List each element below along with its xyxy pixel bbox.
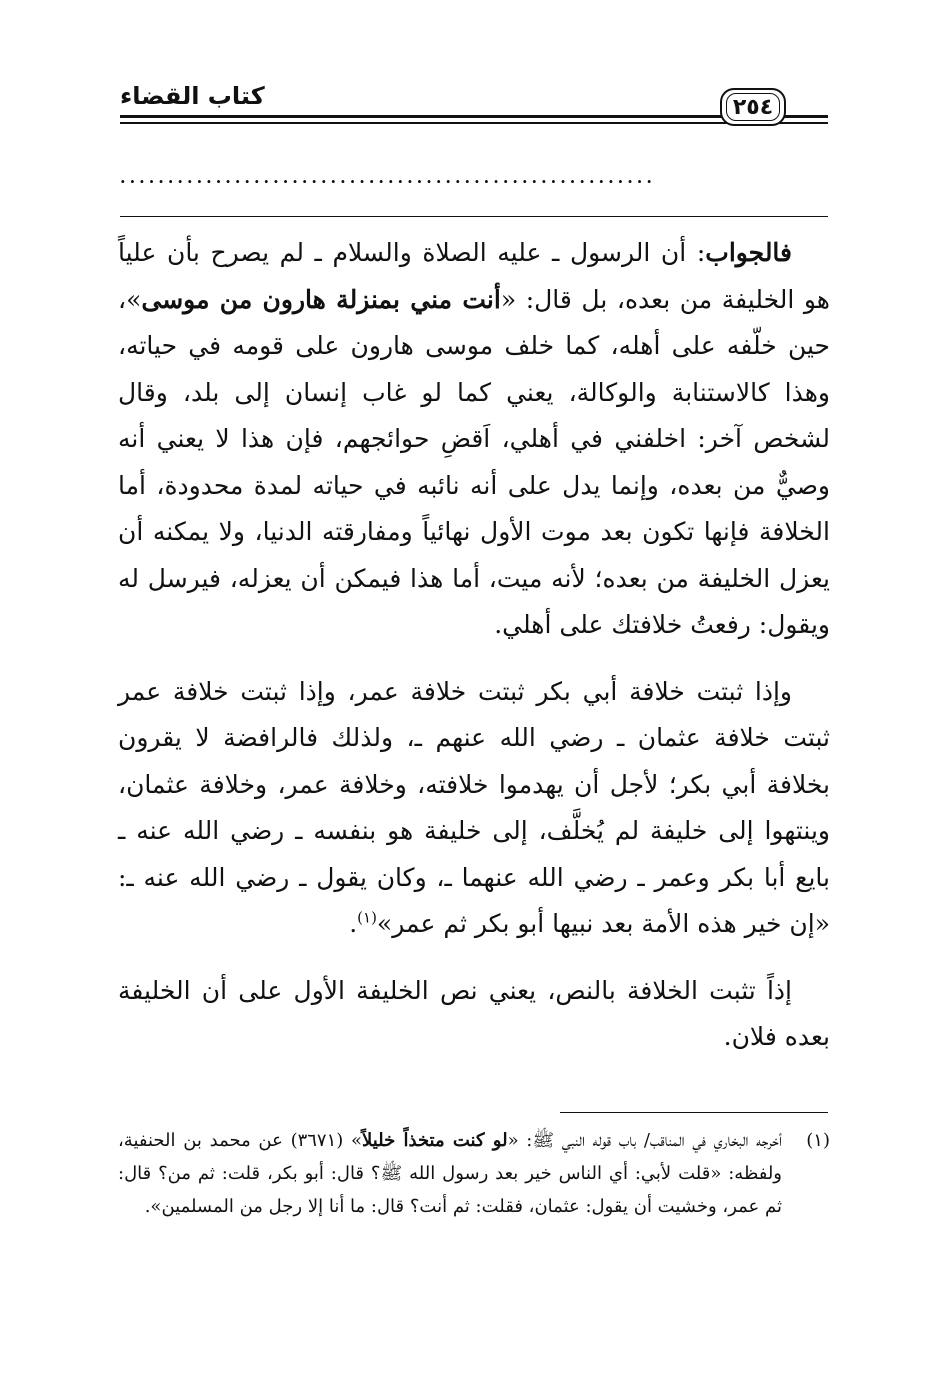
- page-header: [120, 78, 828, 136]
- top-divider: [120, 216, 828, 217]
- footnote-rule: [560, 1112, 828, 1113]
- footnote-item: [118, 1124, 830, 1223]
- footnote-number: (١): [806, 1130, 830, 1151]
- paragraph-1-part-b: »، حين خلّفه على أهله، كما خلف موسى هارون على قومه في حياته، وهذا كالاستنابة والوكالة، يعني كما لو غاب إنسان إلى بلد، وقال لشخص آخر: اخلفني في أهلي، اَقضِ حوائجهم، فإن هذا لا يعني أنه وصيٌّ من بعده، وإنما يدل على أنه نائبه في حياته لمدة محدودة، أما الخلافة فإنها تكون بعد موت الأول نهائياً ومفارقته الدنيا، ولا يمكنه أن يعزل الخليفة من بعده؛ لأنه ميت، أما هذا فيمكن أن يعزله، فيرسل له ويقول: رفعتُ خلافتك على أهلي.: [118, 284, 830, 639]
- paragraph-3: إذاً تثبت الخلافة بالنص، يعني نص الخليفة الأول على أن الخليفة بعده فلان.: [118, 975, 830, 1051]
- footnotes: [118, 1124, 830, 1223]
- dotted-separator: ........................................................: [120, 168, 656, 187]
- paragraph-2-text: وإذا ثبتت خلافة أبي بكر ثبتت خلافة عمر، وإذا ثبتت خلافة عمر ثبتت خلافة عثمان ـ رضي الله عنهم ـ، ولذلك فالرافضة لا يقرون بخلافة أبي بكر؛ لأجل أن يهدموا خلافته، وخلافة عمر، وخلافة عثمان، وينتهوا إلى خليفة لم يُخلَّف، إلى خليفة هو بنفسه ـ رضي الله عنه ـ بايع أبا بكر وعمر ـ رضي الله عنهما ـ، وكان يقول ـ رضي الله عنه ـ: «إن خير هذه الأمة بعد نبيها أبو بكر ثم عمر»: [118, 676, 830, 938]
- header-rule-thin: [120, 122, 828, 124]
- footnote-text: [118, 1124, 782, 1223]
- answer-lead: فالجواب: [705, 238, 792, 267]
- paragraph-2-end: .: [349, 909, 358, 938]
- hadith-quote: أنت مني بمنزلة هارون من موسى: [141, 284, 501, 314]
- paragraph-1: [118, 230, 830, 649]
- footnote-text-b: » (٣٦٧١) عن محمد بن الحنفية، ولفظه: «قلت لأبي: أي الناس خير بعد رسول الله ﷺ؟ قال: أبو بكر، قلت: ثم من؟ قال: ثم عمر، وخشيت أن يقول: عثمان، فقلت: ثم أنت؟ قال: ما أنا إلا رجل من المسلمين».: [118, 1130, 782, 1217]
- footnote-text-a: أخرجه البخاري في المناقب/ باب قوله النبي ﷺ: «: [507, 1130, 782, 1151]
- paragraph-1-part-a: : أن الرسول ـ عليه الصلاة والسلام ـ لم يصرح بأن علياً هو الخليفة من بعده، بل قال: «: [118, 238, 830, 314]
- book-title: كتاب القضاء: [120, 82, 265, 110]
- page-number: ٢٥٤: [720, 88, 786, 126]
- paragraph-2: [118, 669, 830, 948]
- footnote-bold-title: لو كنت متخذاً خليلاً: [362, 1130, 508, 1151]
- footnote-reference[interactable]: (١): [357, 908, 377, 927]
- main-text: [118, 230, 830, 1061]
